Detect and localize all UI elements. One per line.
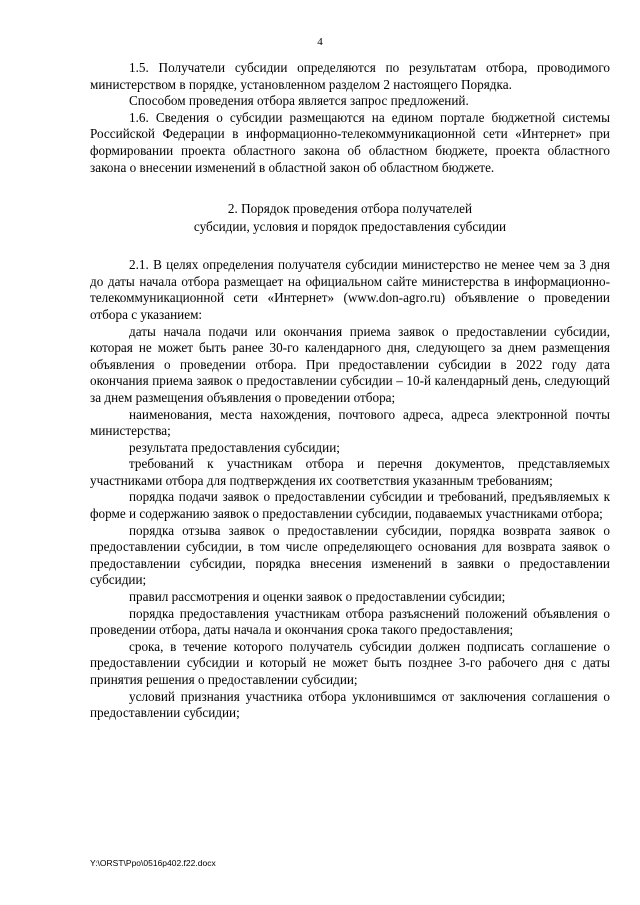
list-item-requirements: требований к участникам отбора и перечня документов, представляемых участниками отбора для подтверждения их соответствия указанным требованиям; [90, 456, 610, 488]
list-item-signing-deadline: срока, в течение которого получатель субсидии должен подписать соглашение о предоставлении субсидии и который не может быть позднее 3-го рабочего дня с даты принятия решения о предоставлении субсидии; [90, 638, 610, 687]
list-item-clarifications: порядка предоставления участникам отбора разъяснений положений объявления о проведении отбора, даты начала и окончания срока такого предоставления; [90, 605, 610, 638]
document-body [90, 60, 610, 722]
section-heading [90, 200, 610, 235]
list-item-ministry-contacts: наименования, места нахождения, почтового адреса, адреса электронной почты министерства; [90, 406, 610, 439]
section-heading-line-2: субсидии, условия и порядок предоставления субсидии [193, 218, 507, 234]
list-item-review-rules: правил рассмотрения и оценки заявок о предоставлении субсидии; [129, 589, 506, 605]
paragraph-2-1: 2.1. В целях определения получателя субсидии министерство не менее чем за 3 дня до даты начала отбора размещает на официальном сайте министерства в информационно-телекоммуникационной сети «Интернет» (www.don-agro.ru) объявление о проведении отбора с указанием: [90, 257, 610, 322]
paragraph-selection-method: Способом проведения отбора является запрос предложений. [129, 93, 469, 109]
page-number: 4 [317, 36, 323, 48]
list-item-evasion-conditions: условий признания участника отбора уклонившимся от заключения соглашения о предоставлении субсидии; [90, 688, 610, 721]
list-item-submission-procedure: порядка подачи заявок о предоставлении субсидии и требований, предъявляемых к форме и содержанию заявок о предоставлении субсидии, подаваемых участниками отбора; [90, 489, 610, 522]
list-item-dates: даты начала подачи или окончания приема заявок о предоставлении субсидии, которая не может быть ранее 30-го календарного дня, следующего за днем размещения объявления о проведении отбора. При предоставлении субсидии в 2022 году дата окончания приема заявок о предоставлении субсидии – 10-й календарный день, следующий за днем размещения объявления о проведении отбора; [90, 323, 610, 405]
section-heading-line-1: 2. Порядок проведения отбора получателей [227, 201, 473, 217]
list-item-result: результата предоставления субсидии; [129, 439, 340, 455]
footer-file-path: Y:\ORST\Ppo\0516p402.f22.docx [90, 858, 216, 868]
list-item-withdrawal-procedure: порядка отзыва заявок о предоставлении субсидии, порядка возврата заявок о предоставлении субсидии, в том числе определяющего основания для возврата заявок о предоставлении субсидии, порядка внесения изменений в заявки о предоставлении субсидии; [90, 522, 610, 588]
paragraph-1-5: 1.5. Получатели субсидии определяются по результатам отбора, проводимого министерством в порядке, установленном разделом 2 настоящего Порядка. [90, 60, 610, 92]
paragraph-1-6: 1.6. Сведения о субсидии размещаются на едином портале бюджетной системы Российской Федерации в информационно-телекоммуникационной сети «Интернет» при формировании проекта областного закона об областном бюджете, проекта областного закона о внесении изменений в областной закон об областном бюджете. [90, 109, 610, 175]
